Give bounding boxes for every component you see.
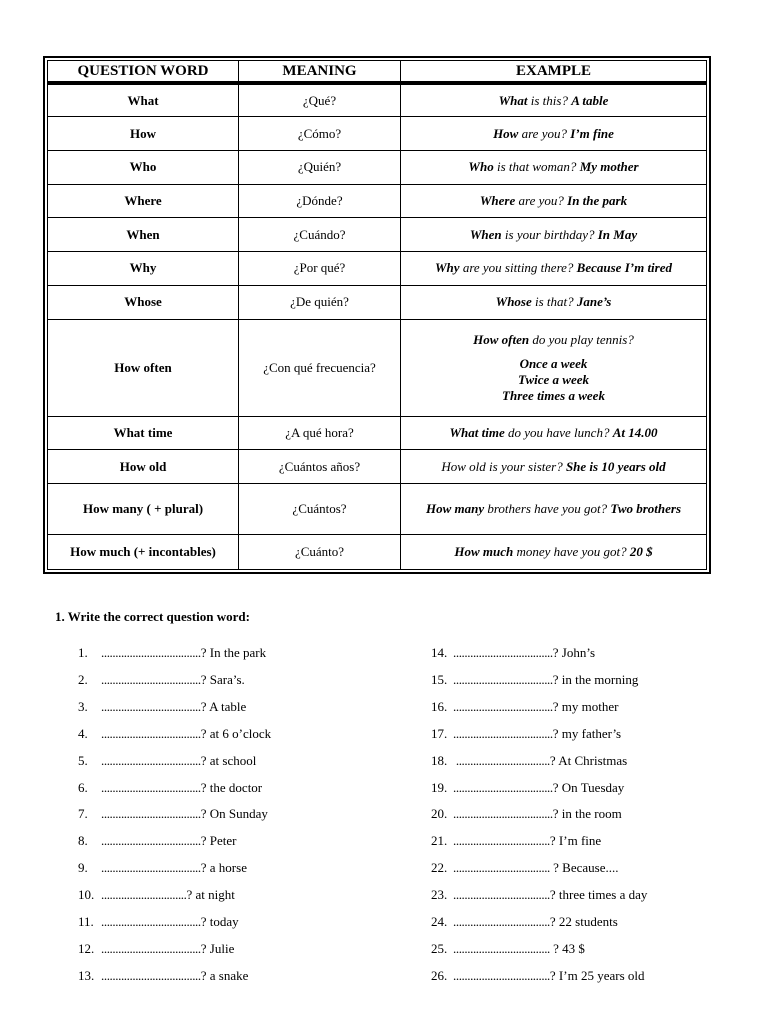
answer-blank[interactable]: ...................................	[101, 725, 201, 741]
exercise-item-answer: ? Julie	[200, 940, 235, 956]
exercise-item	[78, 940, 234, 958]
table-row	[48, 150, 707, 184]
question-word-table-frame	[43, 56, 711, 574]
exercise-item-answer: ? my father’s	[552, 725, 622, 741]
exercise-item-answer: ? a snake	[200, 967, 249, 983]
example-cell	[401, 319, 707, 416]
exercise-item-answer: ? in the room	[552, 806, 622, 822]
example-bold-part: At 14.00	[612, 424, 658, 440]
meaning-cell: ¿Cuánto?	[239, 535, 401, 570]
exercise-item-answer: ? my mother	[552, 698, 619, 714]
exercise-item-answer: ? today	[200, 914, 239, 929]
example-bold-part: Where	[479, 193, 516, 209]
example-text-part: are you sitting there?	[459, 260, 577, 276]
example-cell	[401, 252, 707, 286]
example-bold-part: In May	[597, 226, 638, 242]
question-word-cell: When	[48, 218, 239, 252]
example-sentence	[405, 544, 702, 560]
example-answer-line: Three times a week	[502, 387, 605, 403]
exercise-item-answer: ? 22 students	[549, 914, 618, 929]
answer-blank[interactable]: ..................................	[453, 967, 550, 983]
example-sentence	[405, 425, 702, 441]
exercise-item-number: 16.	[431, 698, 448, 714]
meaning-cell: ¿Cómo?	[239, 117, 401, 151]
answer-blank[interactable]: ..................................	[453, 860, 550, 876]
exercise-item-number: 6.	[78, 779, 88, 795]
answer-blank[interactable]: ...................................	[101, 752, 201, 768]
exercise-item-number: 24.	[431, 914, 448, 929]
exercise-item	[431, 698, 618, 716]
example-bold-part: Whose	[495, 294, 532, 310]
answer-blank[interactable]: ...................................	[101, 833, 201, 849]
example-bold-part: Who	[468, 159, 494, 175]
exercise-item-number: 10.	[78, 887, 95, 903]
answer-blank[interactable]: ...................................	[101, 698, 201, 714]
example-bold-part: What	[498, 92, 528, 108]
table-body	[48, 83, 707, 570]
exercise-item-number: 9.	[78, 860, 88, 876]
exercise-item	[78, 886, 235, 904]
example-bold-part: In the park	[567, 193, 628, 209]
exercise-item-answer: ? John’s	[552, 645, 596, 660]
exercise-item-number: 1.	[78, 645, 88, 660]
exercise-item-number: 12.	[78, 940, 95, 956]
exercise-item-answer: ? Peter	[200, 833, 237, 849]
exercise-item	[78, 725, 271, 743]
example-text-part: is your birthday?	[501, 226, 598, 242]
exercise-item	[431, 779, 624, 797]
exercise-item	[78, 967, 248, 985]
answer-blank[interactable]: ..............................	[101, 887, 187, 903]
question-word-cell: Where	[48, 184, 239, 218]
example-sentence	[405, 159, 702, 175]
example-cell	[401, 285, 707, 319]
question-word-cell: How much (+ incontables)	[48, 535, 239, 570]
answer-blank[interactable]: ..................................	[453, 887, 550, 903]
question-word-cell: What time	[48, 416, 239, 450]
exercise-item-answer: ? at night	[186, 887, 235, 903]
example-bold-part: 20 $	[629, 544, 653, 560]
meaning-cell: ¿Cuándo?	[239, 218, 401, 252]
exercise-item-number: 17.	[431, 725, 448, 741]
exercise-item	[431, 805, 622, 823]
exercise-item-number: 8.	[78, 833, 88, 849]
example-sentence	[405, 459, 702, 475]
example-text-part: are you?	[515, 193, 568, 209]
table-row	[48, 117, 707, 151]
exercise-item-number: 19.	[431, 779, 448, 795]
answer-blank[interactable]: ...................................	[101, 914, 201, 929]
exercise-item	[431, 752, 627, 770]
table-row	[48, 484, 707, 535]
header-meaning: MEANING	[239, 61, 401, 84]
answer-blank[interactable]: ...................................	[101, 860, 201, 876]
exercise-item	[78, 671, 245, 689]
example-bold-part: How often	[473, 331, 530, 347]
exercise-item-answer: ? in the morning	[552, 671, 639, 687]
exercise-item-number: 3.	[78, 698, 88, 714]
exercise-item-answer: ? 43 $	[549, 940, 585, 956]
question-word-cell: How old	[48, 450, 239, 484]
exercise-item-answer: ? at 6 o’clock	[200, 725, 272, 741]
exercise-item-number: 11.	[78, 914, 94, 929]
example-text-part: do you play tennis?	[529, 331, 634, 347]
answer-blank[interactable]: ...................................	[101, 671, 201, 687]
example-sentence	[405, 294, 702, 310]
answer-blank[interactable]: ...................................	[101, 645, 201, 660]
exercise-title	[55, 609, 250, 625]
table-row	[48, 218, 707, 252]
exercise-item-answer: ? three times a day	[549, 887, 648, 903]
table-row	[48, 535, 707, 570]
exercise-item	[78, 832, 237, 850]
example-bold-part: I’m fine	[570, 125, 614, 141]
exercise-item-answer: ? At Christmas	[549, 752, 628, 768]
exercise-item	[431, 940, 585, 958]
example-bold-part: How much	[454, 544, 514, 560]
exercise-item-number: 4.	[78, 725, 88, 741]
exercise-item	[78, 644, 266, 662]
meaning-cell: ¿Cuántos años?	[239, 450, 401, 484]
example-cell	[401, 218, 707, 252]
answer-blank[interactable]: ...................................	[101, 967, 201, 983]
example-bold-part: Why	[435, 260, 460, 276]
table-header-row	[48, 61, 707, 84]
exercise-item-number: 5.	[78, 752, 88, 768]
exercise-item	[78, 805, 268, 823]
header-question-word: QUESTION WORD	[48, 61, 239, 84]
exercise-item	[431, 671, 638, 689]
example-cell	[401, 184, 707, 218]
example-sentence	[405, 260, 702, 276]
exercise-item-number: 18.	[431, 752, 448, 768]
exercise-item	[431, 913, 618, 931]
example-answer-line: Twice a week	[518, 371, 589, 387]
answer-blank[interactable]: ...................................	[101, 940, 201, 956]
table-row	[48, 252, 707, 286]
exercise-item-answer: ? Because....	[549, 860, 619, 876]
exercise-item-answer: ? I’m fine	[549, 833, 602, 849]
exercise-item	[431, 644, 595, 662]
exercise-item-number: 25.	[431, 940, 448, 956]
example-cell	[401, 117, 707, 151]
exercise-item	[431, 886, 647, 904]
example-text-part: is this?	[527, 92, 572, 108]
meaning-cell: ¿De quién?	[239, 285, 401, 319]
answer-blank[interactable]: ...................................	[101, 806, 201, 822]
exercise-item-number: 22.	[431, 860, 448, 876]
example-cell	[401, 484, 707, 535]
exercise-item-number: 7.	[78, 806, 88, 822]
example-text-part: are you?	[518, 125, 571, 141]
answer-blank[interactable]: ...................................	[101, 779, 201, 795]
example-cell	[401, 150, 707, 184]
answer-blank[interactable]: ...................................	[453, 645, 553, 660]
exercise-item-number: 20.	[431, 806, 448, 822]
exercise-item-number: 15.	[431, 671, 448, 687]
exercise-item-answer: ? at school	[200, 752, 257, 768]
exercise-item-number: 26.	[431, 967, 448, 983]
exercise-title-text: 1. Write the correct question word:	[55, 609, 250, 624]
question-word-cell: What	[48, 83, 239, 117]
example-text-part: is that?	[531, 294, 577, 310]
answer-blank[interactable]: ...................................	[453, 671, 553, 687]
exercise-item-answer: ? A table	[200, 698, 247, 714]
meaning-cell: ¿Por qué?	[239, 252, 401, 286]
example-cell	[401, 83, 707, 117]
exercise-item-answer: ? I’m 25 years old	[549, 967, 645, 983]
question-word-cell: How often	[48, 319, 239, 416]
header-example: EXAMPLE	[401, 61, 707, 84]
answer-blank[interactable]: ...................................	[453, 779, 553, 795]
example-text-part: brothers have you got?	[484, 501, 611, 517]
example-text-part: is that woman?	[493, 159, 580, 175]
table-row	[48, 319, 707, 416]
question-word-cell: Who	[48, 150, 239, 184]
exercise-item-answer: ? On Tuesday	[552, 779, 625, 795]
example-cell	[401, 416, 707, 450]
question-word-table	[47, 60, 707, 570]
table-row	[48, 450, 707, 484]
answer-blank[interactable]: ...................................	[453, 725, 553, 741]
example-bold-part: Because I’m tired	[576, 260, 672, 276]
answer-blank[interactable]: ..................................	[453, 914, 550, 929]
example-sentence	[405, 332, 702, 348]
example-bold-part: A table	[571, 92, 609, 108]
example-sentence	[405, 126, 702, 142]
exercise-item-number: 14.	[431, 645, 448, 660]
table-row	[48, 416, 707, 450]
exercise-item-number: 23.	[431, 887, 448, 903]
example-cell	[401, 450, 707, 484]
exercise-item-answer: ? Sara’s.	[200, 671, 245, 687]
example-sentence	[405, 193, 702, 209]
question-word-cell: Why	[48, 252, 239, 286]
question-word-cell: How	[48, 117, 239, 151]
example-bold-part: How many	[425, 501, 485, 517]
exercise-item-number: 2.	[78, 671, 88, 687]
exercise-item	[431, 725, 621, 743]
exercise-item	[78, 859, 247, 877]
exercise-item-number: 13.	[78, 967, 95, 983]
exercise-item	[431, 967, 645, 985]
answer-blank[interactable]: ..................................	[453, 940, 550, 956]
example-sentence	[405, 501, 702, 517]
exercise-item-answer: ? In the park	[200, 645, 267, 660]
meaning-cell: ¿A qué hora?	[239, 416, 401, 450]
question-word-cell: Whose	[48, 285, 239, 319]
example-cell	[401, 535, 707, 570]
exercise-item-answer: ? the doctor	[200, 779, 263, 795]
example-bold-part: My mother	[579, 159, 639, 175]
example-bold-part: What time	[449, 424, 505, 440]
example-bold-part: Jane’s	[576, 294, 612, 310]
exercise-item	[78, 913, 239, 931]
answer-blank[interactable]: ..................................	[453, 833, 550, 849]
example-sentence	[405, 93, 702, 109]
table-row	[48, 83, 707, 117]
exercise-item-number: 21.	[431, 833, 448, 849]
meaning-cell: ¿Qué?	[239, 83, 401, 117]
meaning-cell: ¿Quién?	[239, 150, 401, 184]
answer-blank[interactable]: ...................................	[453, 698, 553, 714]
exercise-item	[78, 698, 246, 716]
example-bold-part: Two brothers	[610, 501, 682, 517]
meaning-cell: ¿Cuántos?	[239, 484, 401, 535]
example-bold-part: How	[493, 125, 519, 141]
meaning-cell: ¿Con qué frecuencia?	[239, 319, 401, 416]
example-answer-line: Once a week	[519, 355, 588, 371]
exercise-item-answer: ? a horse	[200, 860, 247, 876]
example-bold-part: When	[469, 226, 502, 242]
table-row	[48, 285, 707, 319]
answer-blank[interactable]: .................................	[453, 752, 550, 768]
exercise-item	[78, 779, 262, 797]
exercise-item	[78, 752, 256, 770]
answer-blank[interactable]: ...................................	[453, 806, 553, 822]
exercise-item	[431, 832, 601, 850]
example-text-part: How old is your sister?	[441, 458, 566, 474]
meaning-cell: ¿Dónde?	[239, 184, 401, 218]
example-sentence	[405, 227, 702, 243]
example-text-part: money have you got?	[513, 544, 630, 560]
exercise-item-answer: ? On Sunday	[200, 806, 268, 822]
question-word-cell: How many ( + plural)	[48, 484, 239, 535]
example-text-part: do you have lunch?	[504, 424, 613, 440]
example-bold-part: She is 10 years old	[565, 458, 666, 474]
exercise-item	[431, 859, 619, 877]
table-row	[48, 184, 707, 218]
